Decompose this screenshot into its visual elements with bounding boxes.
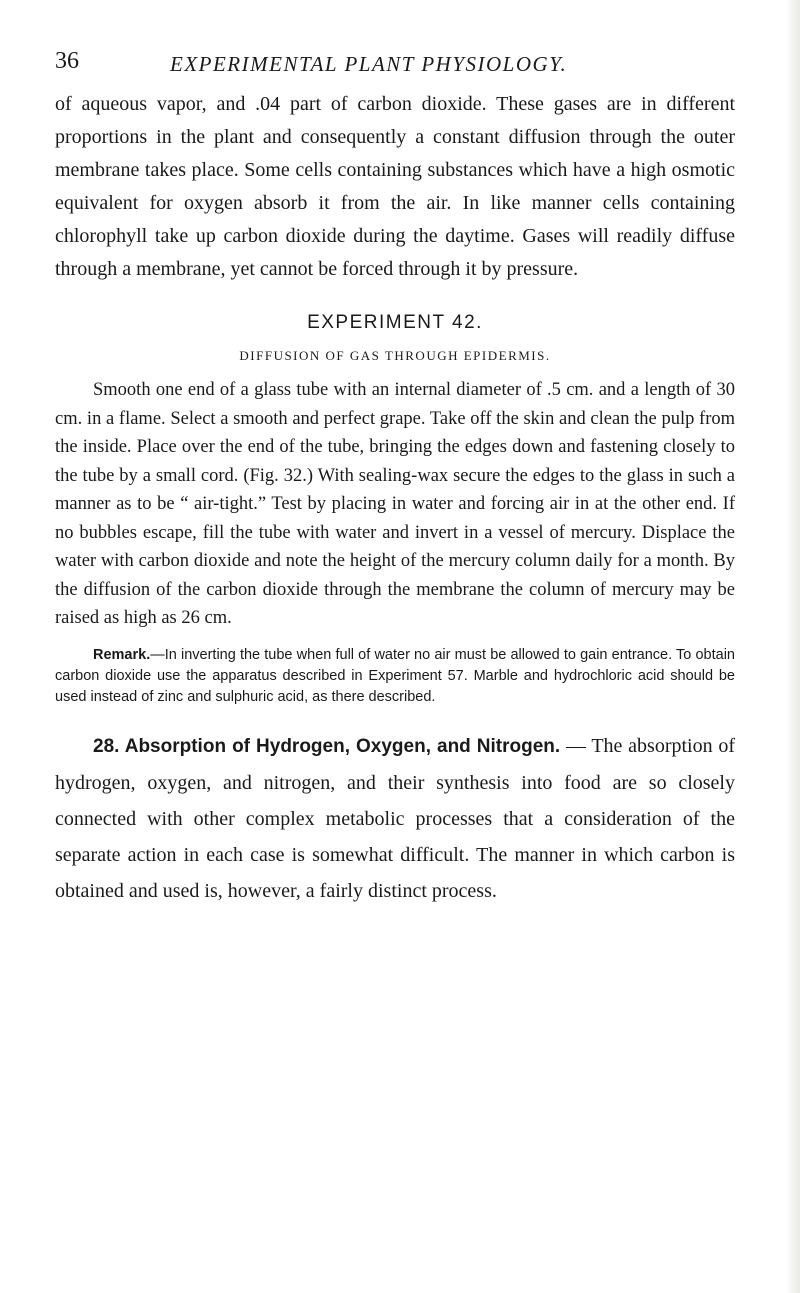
remark-paragraph — [55, 645, 735, 708]
page-edge-shadow — [786, 0, 800, 1293]
remark-text: —In inverting the tube when full of water no air must be allowed to gain entrance. To obtain carbon dioxide use the apparatus described in Experiment 57. Marble and hydrochloric acid should be used instead of zinc and sulphuric acid, as there described. — [55, 646, 735, 705]
section-heading: 28. Absorption of Hydrogen, Oxygen, and Nitrogen. — [93, 735, 561, 757]
section-paragraph — [55, 728, 735, 909]
page-number: 36 — [55, 48, 79, 74]
page-header — [55, 38, 735, 88]
section-text: — The absorption of hydrogen, oxygen, and nitrogen, and their synthesis into food are so closely connected with other complex metabolic processes that a consideration of the separate action in each case is somewhat difficult. The manner in which carbon is obtained and used is, however, a fairly distinct process. — [55, 734, 736, 902]
experiment-body: Smooth one end of a glass tube with an internal diameter of .5 cm. and a length of 30 cm. in a flame. Select a smooth and perfect grape. Take off the skin and clean the pulp from the inside. Place over the end of the tube, bringing the edges down and fastening closely to the tube by a small cord. (Fig. 32.) With sealing-wax secure the edges to the glass in such a manner as to be “ air-tight.” Test by placing in water and forcing air in at the other end. If no bubbles escape, fill the tube with water and invert in a vessel of mercury. Displace the water with carbon dioxide and note the height of the mercury column daily for a month. By the diffusion of the carbon dioxide through the membrane the column of mercury may be raised as high as 26 cm. — [55, 380, 735, 628]
remark-label: Remark. — [93, 646, 151, 663]
experiment-title: EXPERIMENT 42. — [307, 312, 483, 333]
experiment-subtitle: DIFFUSION OF GAS THROUGH EPIDERMIS. — [239, 348, 551, 363]
intro-paragraph: of aqueous vapor, and .04 part of carbon dioxide. These gases are in different proportions in the plant and consequently a constant diffusion through the outer membrane takes place. Some cells containing substances which have a high osmotic equivalent for oxygen absorb it from the air. In like manner cells containing chlorophyll take up carbon dioxide during the daytime. Gases will readily diffuse through a membrane, yet cannot be forced through it by pressure. — [55, 93, 735, 280]
book-page — [55, 38, 735, 909]
running-title: EXPERIMENTAL PLANT PHYSIOLOGY. — [170, 52, 568, 76]
